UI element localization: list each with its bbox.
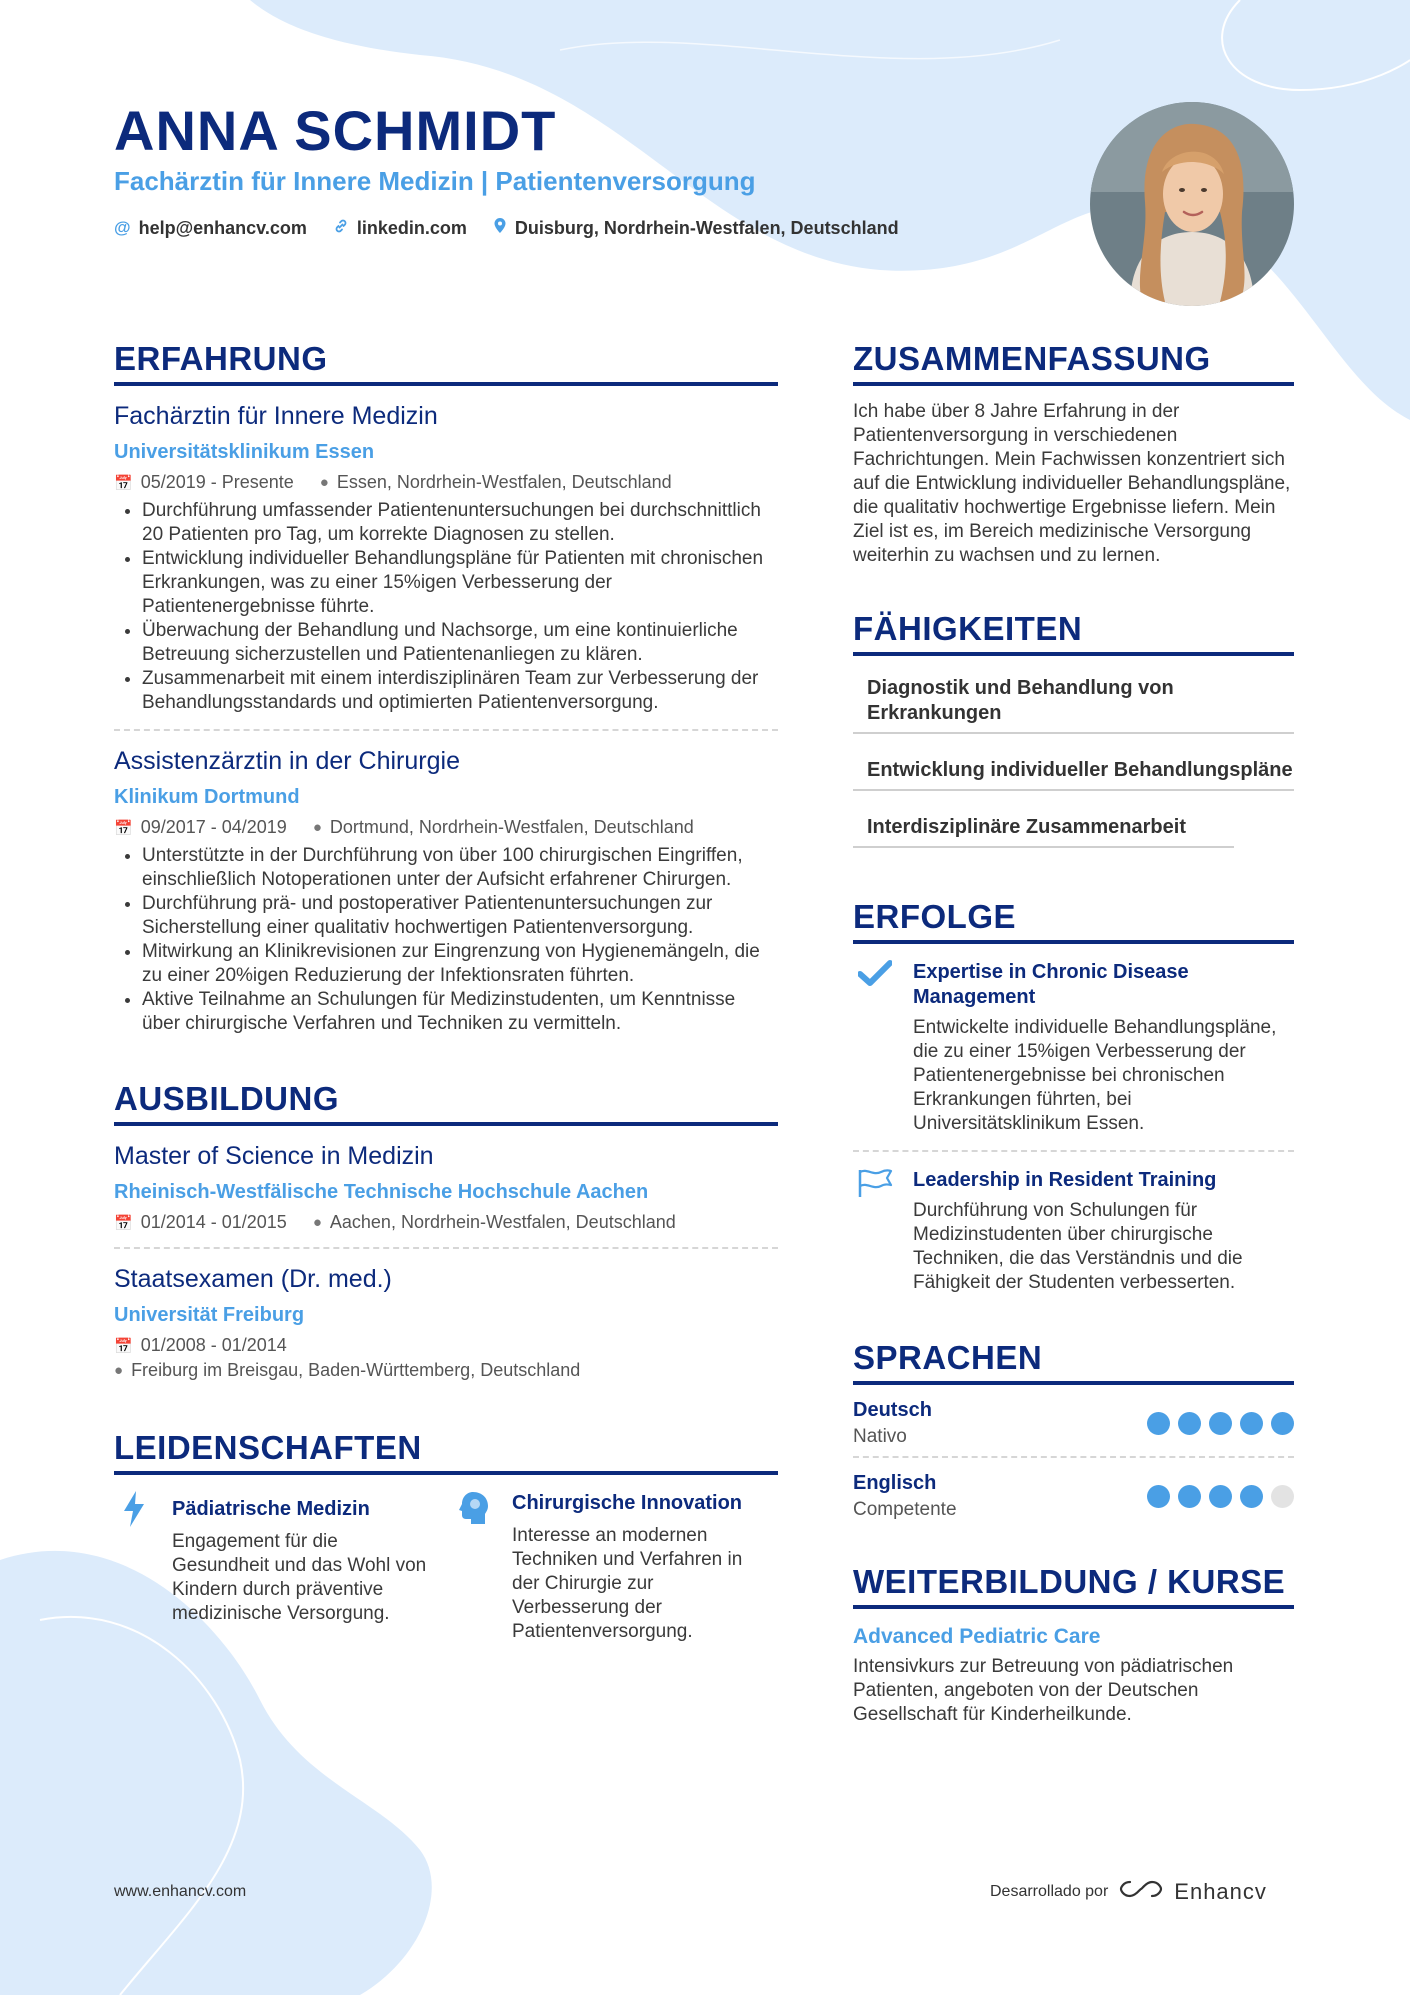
location-text: Duisburg, Nordrhein-Westfalen, Deutschland <box>514 217 899 238</box>
calendar-icon: 📅 <box>114 474 133 492</box>
achievement-title: Leadership in Resident Training <box>913 1169 1217 1191</box>
education-dates: 01/2008 - 01/2014 <box>140 1335 287 1355</box>
language-level: Nativo <box>853 1426 907 1447</box>
achievement-item <box>853 1168 1294 1295</box>
location-pin-icon <box>493 217 507 239</box>
rating-dot <box>1178 1485 1201 1508</box>
language-item <box>853 1458 1294 1529</box>
job-entry <box>114 747 778 1036</box>
job-title: Fachärztin für Innere Medizin <box>114 402 438 430</box>
languages-heading: SPRACHEN <box>853 1339 1294 1385</box>
experience-section <box>114 340 778 1036</box>
brand-name[interactable]: Enhancv <box>1174 1878 1267 1904</box>
contact-email[interactable] <box>114 217 307 239</box>
job-entry <box>114 402 778 715</box>
rating-dot <box>1271 1412 1294 1435</box>
education-meta <box>114 1360 778 1381</box>
passion-title: Pädiatrische Medizin <box>172 1498 370 1520</box>
education-location: Aachen, Nordrhein-Westfalen, Deutschland <box>329 1212 676 1232</box>
languages-section <box>853 1339 1294 1529</box>
experience-heading: ERFAHRUNG <box>114 340 778 386</box>
job-bullet: • Entwicklung individueller Behandlungspläne für Patienten mit chronischen Erkrankungen, was zu einer 15%igen Verbesserung der Patientenergebnisse führte. <box>142 547 778 619</box>
language-rating <box>1147 1412 1294 1435</box>
calendar-icon: 📅 <box>114 1337 133 1355</box>
skill-item: Diagnostik und Behandlung von Erkrankungen <box>853 664 1294 734</box>
achievements-section <box>853 898 1294 1295</box>
job-company: Universitätsklinikum Essen <box>114 441 375 463</box>
flag-icon <box>853 1168 897 1295</box>
courses-heading: WEITERBILDUNG / KURSE <box>853 1563 1294 1609</box>
skills-heading: FÄHIGKEITEN <box>853 610 1294 656</box>
right-column <box>853 340 1294 1727</box>
profile-photo <box>1090 102 1294 306</box>
rating-dot <box>1178 1412 1201 1435</box>
education-section <box>114 1080 778 1381</box>
job-dates: 05/2019 - Presente <box>140 472 294 492</box>
candidate-name: ANNA SCHMIDT <box>114 99 557 162</box>
job-location: Dortmund, Nordrhein-Westfalen, Deutschland <box>329 817 694 837</box>
language-name: Englisch <box>853 1472 937 1494</box>
job-bullet: • Überwachung der Behandlung und Nachsorge, um eine kontinuierliche Betreuung sicherzustellen und Patientenanliegen zu klären. <box>142 619 778 667</box>
calendar-icon: 📅 <box>114 819 133 837</box>
brain-head-icon <box>454 1491 494 1644</box>
at-icon: @ <box>114 218 131 237</box>
education-degree: Master of Science in Medizin <box>114 1142 434 1170</box>
job-location: Essen, Nordrhein-Westfalen, Deutschland <box>336 472 672 492</box>
summary-section <box>853 340 1294 568</box>
passion-title: Chirurgische Innovation <box>512 1492 743 1514</box>
job-meta <box>114 472 778 493</box>
achievement-desc: Durchführung von Schulungen für Medizinstudenten über chirurgische Techniken, die das Verständnis und die Fähigkeit der Studenten verbesserten. <box>913 1200 1243 1293</box>
passions-heading: LEIDENSCHAFTEN <box>114 1429 778 1475</box>
footer-branding <box>990 1878 1267 1905</box>
skills-section <box>853 610 1294 848</box>
passion-item <box>114 1491 434 1644</box>
education-entry <box>114 1142 778 1233</box>
left-column <box>114 340 778 1644</box>
checkmark-icon <box>853 960 897 1136</box>
job-bullet: • Durchführung prä- und postoperativer Patientenuntersuchungen zur Sicherstellung einer qualitativ hochwertigen Patientenversorgung. <box>142 892 778 940</box>
footer-website[interactable]: www.enhancv.com <box>114 1883 247 1900</box>
education-meta <box>114 1335 778 1356</box>
achievement-title: Expertise in Chronic Disease Management <box>913 961 1189 1008</box>
achievement-item <box>853 960 1294 1136</box>
job-bullets <box>114 844 778 1036</box>
passion-desc: Interesse an modernen Techniken und Verfahren in der Chirurgie zur Verbesserung der Patientenversorgung. <box>512 1525 743 1642</box>
passion-item <box>454 1491 774 1644</box>
linkedin-text: linkedin.com <box>356 217 467 238</box>
language-rating <box>1147 1485 1294 1508</box>
divider <box>114 729 778 731</box>
rating-dot <box>1209 1412 1232 1435</box>
divider <box>114 1247 778 1249</box>
job-bullets <box>114 499 778 715</box>
job-title: Assistenzärztin in der Chirurgie <box>114 747 460 775</box>
education-school: Rheinisch-Westfälische Technische Hochschule Aachen <box>114 1181 649 1203</box>
course-title: Advanced Pediatric Care <box>853 1625 1101 1648</box>
job-bullet: • Aktive Teilnahme an Schulungen für Medizinstudenten, um Kenntnisse über chirurgische Verfahren und Techniken zu vermitteln. <box>142 988 778 1036</box>
powered-by-text: Desarrollado por <box>990 1882 1109 1900</box>
rating-dot <box>1271 1485 1294 1508</box>
location-pin-icon: ● <box>312 819 322 836</box>
achievements-heading: ERFOLGE <box>853 898 1294 944</box>
contact-linkedin[interactable] <box>333 217 467 239</box>
link-icon <box>333 218 349 239</box>
rating-dot <box>1240 1412 1263 1435</box>
job-meta <box>114 817 778 838</box>
rating-dot <box>1240 1485 1263 1508</box>
passion-desc: Engagement für die Gesundheit und das Wohl von Kindern durch präventive medizinische Versorgung. <box>172 1531 427 1624</box>
job-bullet: • Durchführung umfassender Patientenuntersuchungen bei durchschnittlich 20 Patienten pro Tag, um korrekte Diagnosen zu stellen. <box>142 499 778 547</box>
contact-bar <box>114 217 899 239</box>
lightning-icon <box>114 1491 154 1644</box>
calendar-icon: 📅 <box>114 1214 133 1232</box>
job-bullet: • Zusammenarbeit mit einem interdisziplinären Team zur Verbesserung der Behandlungsstandards und optimierten Patientenversorgung. <box>142 667 778 715</box>
job-dates: 09/2017 - 04/2019 <box>140 817 287 837</box>
education-degree: Staatsexamen (Dr. med.) <box>114 1265 392 1293</box>
skill-item: Interdisziplinäre Zusammenarbeit <box>853 803 1234 848</box>
job-bullet: • Unterstützte in der Durchführung von über 100 chirurgischen Eingriffen, einschließlich Notoperationen unter der Aufsicht erfahrener Chirurgen. <box>142 844 778 892</box>
language-item <box>853 1385 1294 1458</box>
education-location: Freiburg im Breisgau, Baden-Württemberg, Deutschland <box>131 1360 581 1380</box>
education-dates: 01/2014 - 01/2015 <box>140 1212 287 1232</box>
language-level: Competente <box>853 1499 957 1520</box>
job-bullet: • Mitwirkung an Klinikrevisionen zur Eingrenzung von Hygienemängeln, die zu einer 20%igen Reduzierung der Infektionsraten führten. <box>142 940 778 988</box>
candidate-title: Fachärztin für Innere Medizin | Patientenversorgung <box>114 166 756 196</box>
email-text: help@enhancv.com <box>138 217 307 238</box>
education-meta <box>114 1212 778 1233</box>
job-company: Klinikum Dortmund <box>114 786 300 808</box>
summary-heading: ZUSAMMENFASSUNG <box>853 340 1294 386</box>
rating-dot <box>1147 1412 1170 1435</box>
achievement-desc: Entwickelte individuelle Behandlungspläne, die zu einer 15%igen Verbesserung der Patientenergebnisse bei chronischen Erkrankungen führten, bei Universitätsklinikum Essen. <box>913 1017 1277 1134</box>
location-pin-icon: ● <box>319 474 329 491</box>
course-desc: Intensivkurs zur Betreuung von pädiatrischen Patienten, angeboten von der Deutschen Gesellschaft für Kinderheilkunde. <box>853 1656 1234 1725</box>
summary-text: Ich habe über 8 Jahre Erfahrung in der Patientenversorgung in verschiedenen Fachrichtungen. Mein Fachwissen konzentriert sich auf die Entwicklung individueller Behandlungspläne, die qualitativ hochwertige Ergebnisse liefern. Mein Ziel ist es, im Bereich medizinische Versorgung weiterhin zu wachsen und zu lernen. <box>853 401 1291 566</box>
courses-section <box>853 1563 1294 1727</box>
skill-item: Entwicklung individueller Behandlungspläne <box>853 746 1294 791</box>
education-school: Universität Freiburg <box>114 1304 305 1326</box>
divider <box>853 1150 1294 1152</box>
rating-dot <box>1147 1485 1170 1508</box>
enhancv-logo-icon <box>1118 1878 1164 1905</box>
location-pin-icon: ● <box>312 1214 322 1231</box>
contact-location <box>493 217 899 239</box>
education-entry <box>114 1265 778 1381</box>
location-pin-icon: ● <box>114 1362 124 1379</box>
education-heading: AUSBILDUNG <box>114 1080 778 1126</box>
passions-section <box>114 1429 778 1644</box>
language-name: Deutsch <box>853 1399 932 1421</box>
rating-dot <box>1209 1485 1232 1508</box>
